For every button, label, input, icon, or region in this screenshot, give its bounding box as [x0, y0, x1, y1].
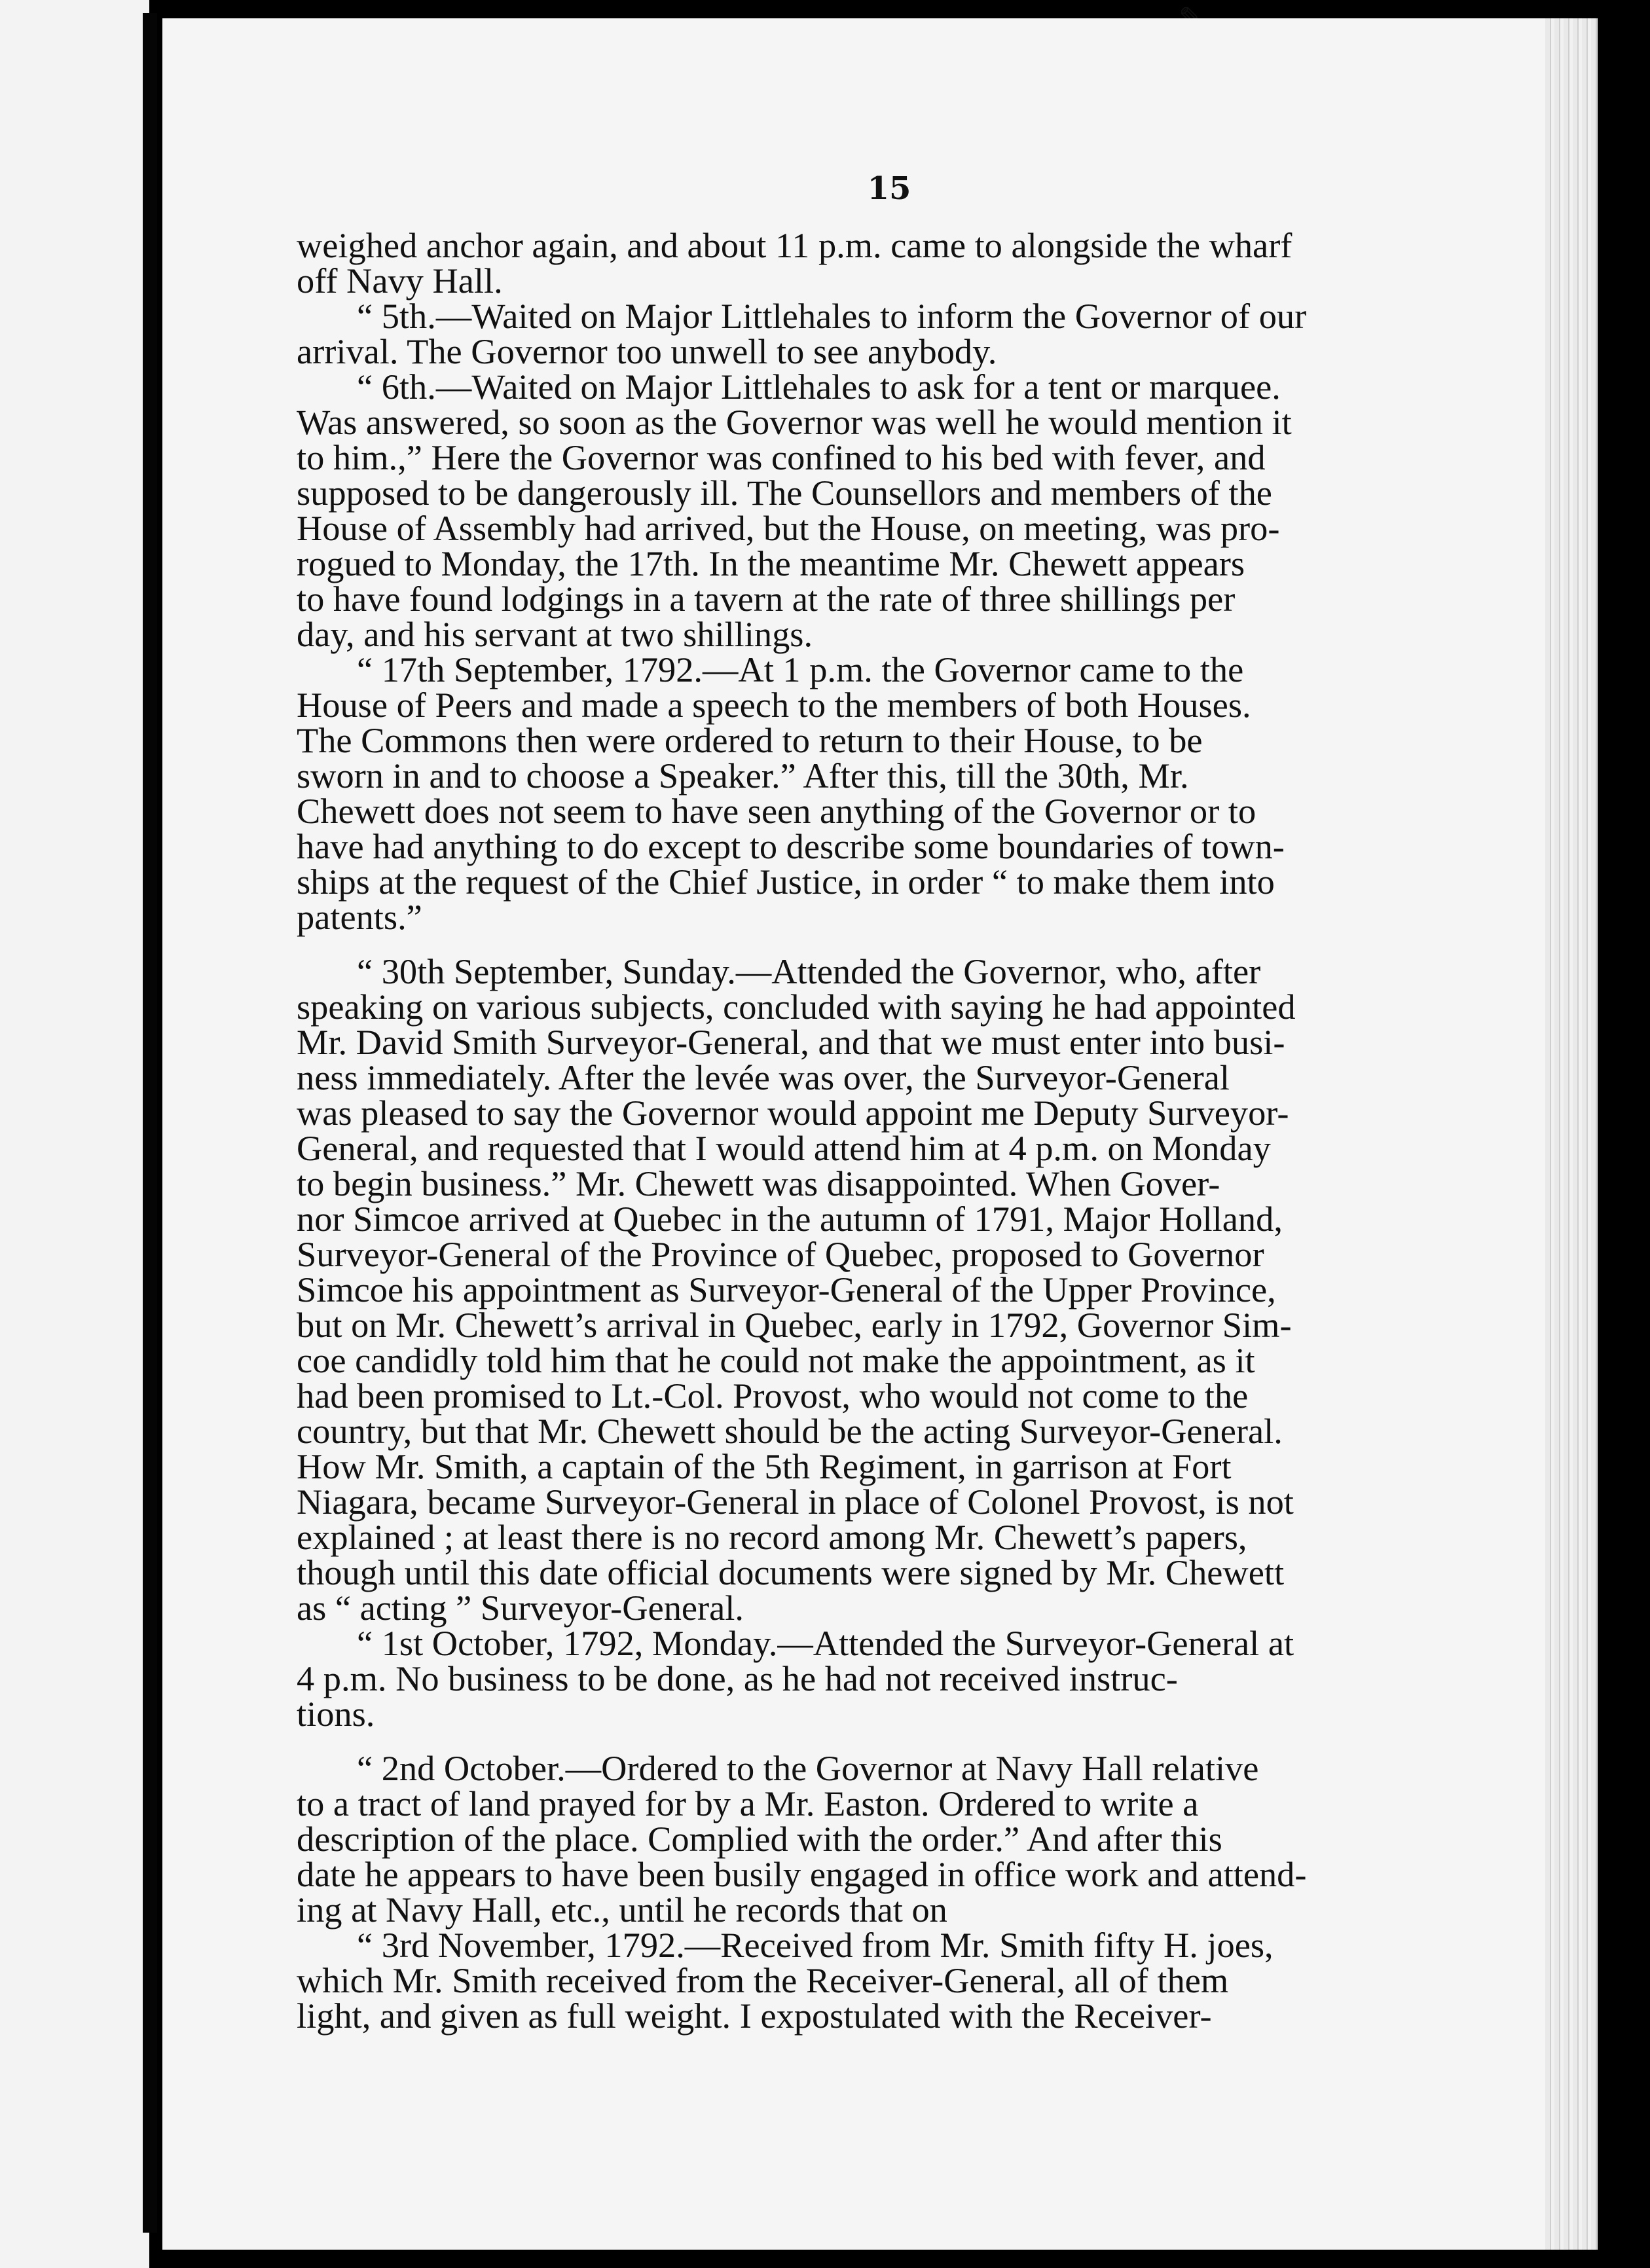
- text-line: ing at Navy Hall, etc., until he records that on: [297, 1890, 947, 1930]
- text-line: tions.: [297, 1694, 375, 1734]
- text-line: speaking on various subjects, concluded with saying he had appointed: [297, 987, 1296, 1027]
- text-line: to begin business.” Mr. Chewett was disappointed. When Gover-: [297, 1164, 1220, 1203]
- facing-page-edge: [0, 0, 149, 2268]
- book-gutter: [143, 13, 157, 2233]
- text-line: 4 p.m. No business to be done, as he had not received instruc-: [297, 1659, 1178, 1698]
- text-line: Chewett does not seem to have seen anything of the Governor or to: [297, 792, 1256, 831]
- text-line: date he appears to have been busily engaged in office work and attend-: [297, 1855, 1307, 1894]
- text-line: supposed to be dangerously ill. The Counsellors and members of the: [297, 473, 1272, 513]
- text-line: Surveyor-General of the Province of Quebec, proposed to Governor: [297, 1235, 1264, 1274]
- text-line: but on Mr. Chewett’s arrival in Quebec, early in 1792, Governor Sim-: [297, 1306, 1292, 1345]
- text-line: House of Assembly had arrived, but the House, on meeting, was pro-: [297, 509, 1280, 548]
- text-line: day, and his servant at two shillings.: [297, 615, 813, 654]
- text-line: sworn in and to choose a Speaker.” After this, till the 30th, Mr.: [297, 756, 1189, 796]
- page-body-text: [297, 228, 1528, 2034]
- text-line: coe candidly told him that he could not make the appointment, as it: [297, 1341, 1255, 1380]
- text-line: weighed anchor again, and about 11 p.m. came to alongside the wharf: [297, 226, 1292, 265]
- text-line: was pleased to say the Governor would appoint me Deputy Surveyor-: [297, 1093, 1289, 1133]
- text-line: had been promised to Lt.-Col. Provost, who would not come to the: [297, 1376, 1249, 1416]
- text-line: “ 17th September, 1792.—At 1 p.m. the Governor came to the: [357, 650, 1244, 689]
- paragraph: [297, 228, 1528, 299]
- text-line: to a tract of land prayed for by a Mr. Easton. Ordered to write a: [297, 1784, 1199, 1823]
- text-line: “ 3rd November, 1792.—Received from Mr. Smith fifty H. joes,: [357, 1926, 1274, 1965]
- text-line: rogued to Monday, the 17th. In the meantime Mr. Chewett appears: [297, 544, 1245, 583]
- text-line: description of the place. Complied with the order.” And after this: [297, 1820, 1222, 1859]
- text-line: “ 1st October, 1792, Monday.—Attended the Surveyor-General at: [357, 1624, 1294, 1663]
- text-line: ness immediately. After the levée was over, the Surveyor-General: [297, 1058, 1230, 1097]
- text-line: How Mr. Smith, a captain of the 5th Regiment, in garrison at Fort: [297, 1447, 1232, 1486]
- text-line: light, and given as full weight. I expostulated with the Receiver-: [297, 1996, 1212, 2036]
- text-line: Niagara, became Surveyor-General in place of Colonel Provost, is not: [297, 1482, 1294, 1522]
- text-line: though until this date official documents were signed by Mr. Chewett: [297, 1553, 1285, 1592]
- text-line: to him.,” Here the Governor was confined to his bed with fever, and: [297, 438, 1266, 477]
- text-line: which Mr. Smith received from the Receiver-General, all of them: [297, 1961, 1229, 2000]
- text-line: to have found lodgings in a tavern at the rate of three shillings per: [297, 579, 1236, 619]
- text-line: Mr. David Smith Surveyor-General, and that we must enter into busi-: [297, 1023, 1285, 1062]
- text-line: General, and requested that I would attend him at 4 p.m. on Monday: [297, 1129, 1271, 1168]
- text-line: ships at the request of the Chief Justice, in order “ to make them into: [297, 862, 1275, 902]
- paragraph: [297, 1751, 1528, 1928]
- text-line: “ 2nd October.—Ordered to the Governor at Navy Hall relative: [357, 1749, 1259, 1788]
- paragraph: [297, 1928, 1528, 2034]
- text-line: off Navy Hall.: [297, 261, 503, 301]
- text-line: “ 5th.—Waited on Major Littlehales to inform the Governor of our: [357, 297, 1307, 336]
- text-line: The Commons then were ordered to return to their House, to be: [297, 721, 1203, 760]
- text-line: have had anything to do except to describe some boundaries of town-: [297, 827, 1285, 866]
- text-line: arrival. The Governor too unwell to see anybody.: [297, 332, 997, 371]
- paragraph: [297, 1626, 1528, 1732]
- text-line: House of Peers and made a speech to the members of both Houses.: [297, 686, 1251, 725]
- paragraph: [297, 369, 1528, 652]
- paragraph: [297, 652, 1528, 935]
- text-line: “ 30th September, Sunday.—Attended the Governor, who, after: [357, 952, 1261, 991]
- text-line: country, but that Mr. Chewett should be the acting Surveyor-General.: [297, 1412, 1283, 1451]
- paragraph: [297, 954, 1528, 1626]
- text-line: patents.”: [297, 898, 422, 937]
- text-line: Simcoe his appointment as Surveyor-General of the Upper Province,: [297, 1270, 1276, 1309]
- text-line: “ 6th.—Waited on Major Littlehales to ask for a tent or marquee.: [357, 367, 1281, 407]
- text-line: nor Simcoe arrived at Quebec in the autumn of 1791, Major Holland,: [297, 1199, 1283, 1239]
- page-stack-edge: [1545, 18, 1598, 2250]
- text-line: as “ acting ” Surveyor-General.: [297, 1588, 744, 1628]
- text-line: Was answered, so soon as the Governor was well he would mention it: [297, 403, 1292, 442]
- book-page: [162, 18, 1598, 2250]
- page-number: 15: [867, 170, 911, 207]
- text-line: explained ; at least there is no record among Mr. Chewett’s papers,: [297, 1518, 1247, 1557]
- paragraph: [297, 299, 1528, 369]
